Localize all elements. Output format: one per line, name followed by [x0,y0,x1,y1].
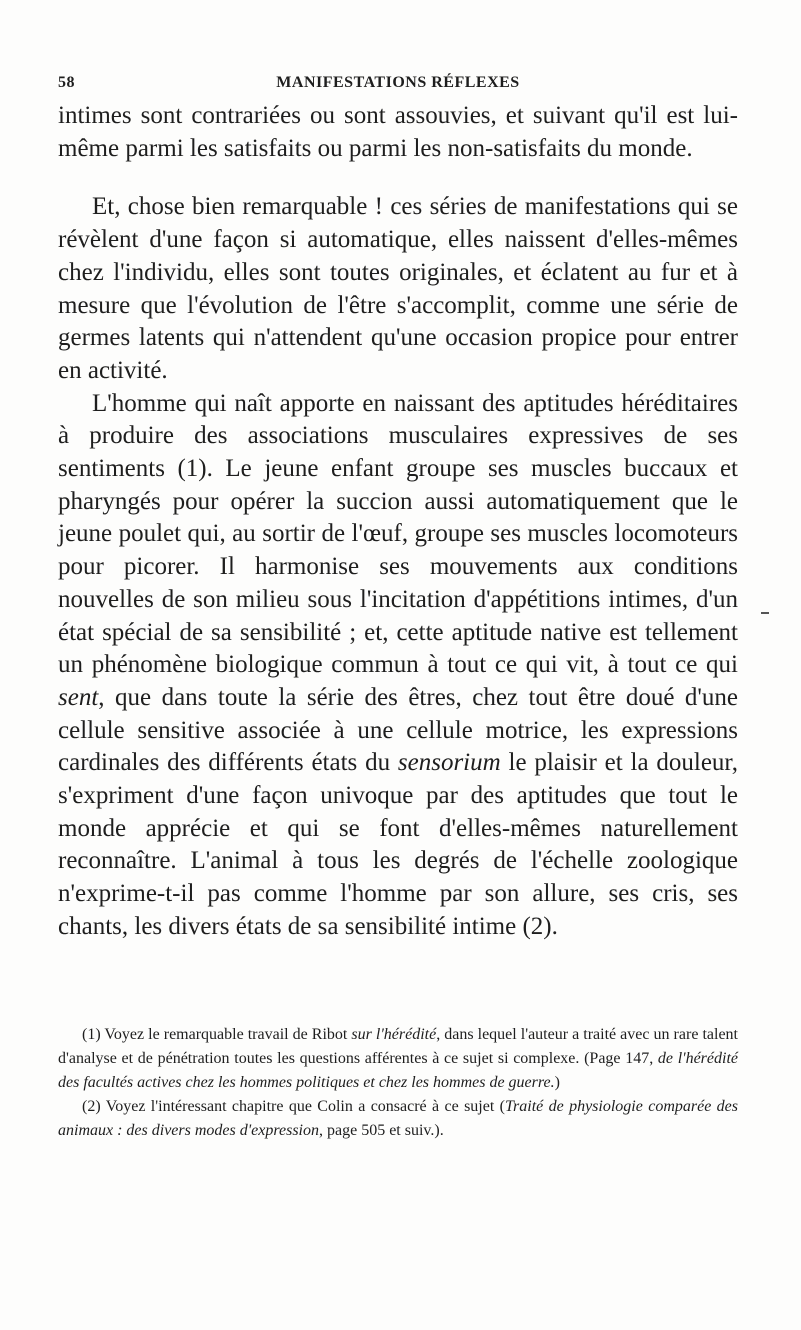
running-title: MANIFESTATIONS RÉFLEXES [276,74,520,91]
page-number: 58 [58,74,75,91]
paragraph-remarquable: Et, chose bien remarquable ! ces séries de manifestations qui se révèlent d'une façon si automatique, elles naissent d'elles-mêmes chez l'individu, elles sont toutes originales, et éclatent au fur et à mesure que l'évolution de l'être s'accomplit, comme une série de germes latents qui n'attendent qu'une occasion propice pour entrer en activité. [58,193,738,384]
footnote-1-text-2: , dans lequel l'auteur a traité avec un rare talent d'analyse et de pénétration toutes les questions afférentes à ce sujet si complexe. (Page 147, [58,1026,738,1067]
footnote-2 [58,1095,738,1143]
footnote-1-text-1: (1) Voyez le remarquable travail de Ribot [82,1026,352,1043]
footnote-1 [58,1023,738,1095]
margin-mark [761,612,769,614]
paragraph-homme-text-1: L'homme qui naît apporte en naissant des aptitudes héréditaires à produire des associations musculaires expressives de ses sentiments (1). Le jeune enfant groupe ses muscles buccaux et pharyngés pour opérer la succion aussi automatiquement que le jeune poulet qui, au sortir de l'œuf, groupe ses muscles locomoteurs pour picorer. Il harmonise ses mouvements aux conditions nouvelles de son milieu sous l'incitation d'appétitions intimes, d'un état spécial de sa sensibilité ; et, cette aptitude native est tellement un phénomène biologique commun à tout ce qui vit, à tout ce qui [58,389,738,679]
footnote-1-italic-1: sur l'hérédité [351,1026,437,1043]
paragraph-continued: intimes sont contrariées ou sont assouvies, et suivant qu'il est lui-même parmi les satisfaits ou parmi les non-satisfaits du monde. [58,102,738,162]
paragraph-homme-italic-sent: sent [58,683,99,711]
paragraph-homme-text-3: le plaisir et la douleur, s'expriment d'une façon univoque par des aptitudes que tout le monde apprécie et qui se font d'elles-mêmes naturellement reconnaître. L'animal à tous les degrés de l'échelle zoologique n'exprime-t-il pas comme l'homme par son allure, ses cris, ses chants, les divers états de sa sensibilité intime (2). [58,749,738,940]
footnotes [58,1023,738,1143]
footnote-1-italic-2: de l'hérédité des facultés actives chez les hommes politiques et chez les hommes de guerre. [58,1050,739,1091]
footnote-1-text-3: ) [554,1074,560,1091]
running-head [58,74,738,98]
body-text [58,100,738,944]
paragraph-homme-text-2: , que dans toute la série des êtres, chez tout être doué d'une cellule sensitive associée à une cellule motrice, les expressions cardinales des différents états du [58,683,738,777]
footnote-2-text-2: , page 505 et suiv.). [319,1122,444,1139]
footnote-2-text-1: (2) Voyez l'intéressant chapitre que Colin a consacré à ce sujet ( [82,1098,505,1115]
footnote-2-italic-1: Traité de physiologie comparée des animaux : des divers modes d'expression [58,1098,738,1139]
paragraph-homme [58,388,738,944]
paragraph-homme-italic-sensorium: sensorium [397,749,501,777]
